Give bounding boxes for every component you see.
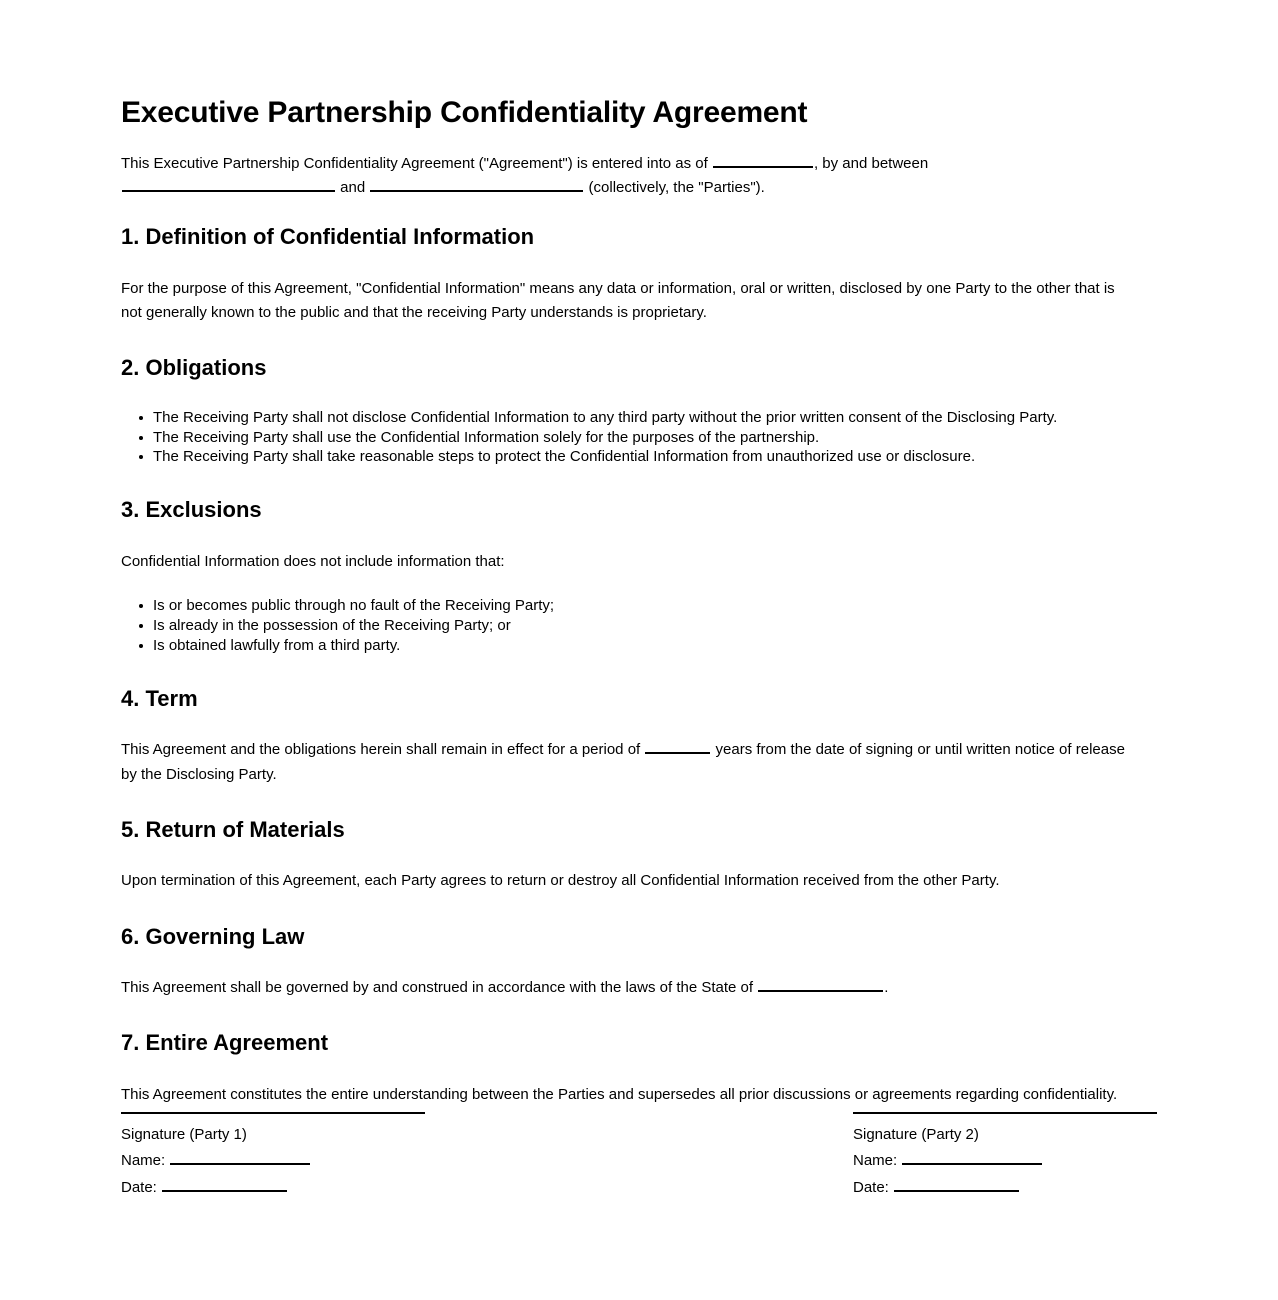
term-text-2: years from the date of signing or until written notice of release by the Disclosing Party. (121, 741, 1125, 783)
list-item: The Receiving Party shall use the Confidential Information solely for the purposes of the partnership. (153, 428, 1135, 448)
signature-column-party-1 (121, 1112, 425, 1202)
governing-law-text-2: . (884, 978, 889, 996)
section-heading-1: 1. Definition of Confidential Information (121, 224, 535, 250)
list-item: Is already in the possession of the Receiving Party; or (153, 616, 1135, 636)
intro-text-2: , by and between (813, 154, 929, 172)
list-item: Is or becomes public through no fault of the Receiving Party; (153, 596, 1135, 616)
blank-party-2[interactable] (370, 176, 583, 192)
signature-line-party-2[interactable] (853, 1112, 1157, 1114)
signature-line-party-1[interactable] (121, 1112, 425, 1114)
section-governing-law (121, 924, 1135, 1001)
date-field-party-2 (853, 1176, 1157, 1200)
list-item: The Receiving Party shall not disclose Confidential Information to any third party without the prior written consent of the Disclosing Party. (153, 408, 1135, 428)
date-label-party-2: Date: (853, 1178, 889, 1196)
term-text-1: This Agreement and the obligations herein shall remain in effect for a period of (121, 741, 641, 759)
section-heading-2: 2. Obligations (121, 355, 267, 381)
blank-name-party-1[interactable] (170, 1150, 310, 1166)
exclusions-list (121, 596, 1135, 656)
section-heading-6: 6. Governing Law (121, 923, 305, 949)
date-field-party-1 (121, 1176, 425, 1200)
section-heading-4: 4. Term (121, 685, 198, 711)
signature-column-party-2 (853, 1112, 1157, 1202)
intro-text-4: (collectively, the "Parties"). (588, 178, 765, 196)
signature-caption-party-1: Signature (Party 1) (121, 1126, 247, 1143)
blank-term-years[interactable] (645, 738, 710, 754)
section-obligations (121, 355, 1135, 467)
name-label-party-2: Name: (853, 1152, 898, 1170)
blank-effective-date[interactable] (713, 152, 813, 168)
section-term (121, 686, 1135, 787)
blank-date-party-2[interactable] (894, 1176, 1019, 1192)
section-entire-agreement (121, 1030, 1135, 1107)
name-label-party-1: Name: (121, 1152, 166, 1170)
section-heading-7: 7. Entire Agreement (121, 1030, 329, 1056)
section-body-1: For the purpose of this Agreement, "Confidential Information" means any data or information, oral or written, disclosed by one Party to the other that is not generally known to the public and that the receiving Party understands is proprietary. (121, 279, 1115, 321)
section-body-4 (121, 738, 1135, 787)
section-exclusions (121, 497, 1135, 656)
name-field-party-2 (853, 1149, 1157, 1173)
section-body-7: This Agreement constitutes the entire understanding between the Parties and supersedes all prior discussions or agreements regarding confidentiality. (121, 1085, 1118, 1103)
section-definition (121, 224, 1135, 325)
intro-paragraph (121, 152, 1135, 201)
signature-caption-party-2: Signature (Party 2) (853, 1126, 979, 1143)
intro-text-1: This Executive Partnership Confidentiality Agreement ("Agreement") is entered into as of (121, 154, 708, 172)
blank-party-1[interactable] (122, 176, 335, 192)
section-heading-3: 3. Exclusions (121, 497, 262, 523)
name-field-party-1 (121, 1149, 425, 1173)
governing-law-text-1: This Agreement shall be governed by and construed in accordance with the laws of the State of (121, 978, 754, 996)
date-label-party-1: Date: (121, 1178, 157, 1196)
obligations-list (121, 408, 1135, 468)
signature-block (121, 1112, 1157, 1202)
section-return-of-materials (121, 817, 1135, 894)
exclusions-lead-in: Confidential Information does not include information that: (121, 552, 505, 570)
intro-text-3: and (340, 178, 366, 196)
page-title: Executive Partnership Confidentiality Agreement (121, 96, 808, 129)
section-body-6 (121, 976, 1135, 1000)
blank-name-party-2[interactable] (902, 1150, 1042, 1166)
list-item: The Receiving Party shall take reasonable steps to protect the Confidential Information from unauthorized use or disclosure. (153, 447, 1135, 467)
blank-date-party-1[interactable] (162, 1176, 287, 1192)
blank-state[interactable] (758, 976, 883, 992)
list-item: Is obtained lawfully from a third party. (153, 636, 1135, 656)
section-body-5: Upon termination of this Agreement, each Party agrees to return or destroy all Confidential Information received from the other Party. (121, 872, 1000, 890)
section-heading-5: 5. Return of Materials (121, 816, 345, 842)
